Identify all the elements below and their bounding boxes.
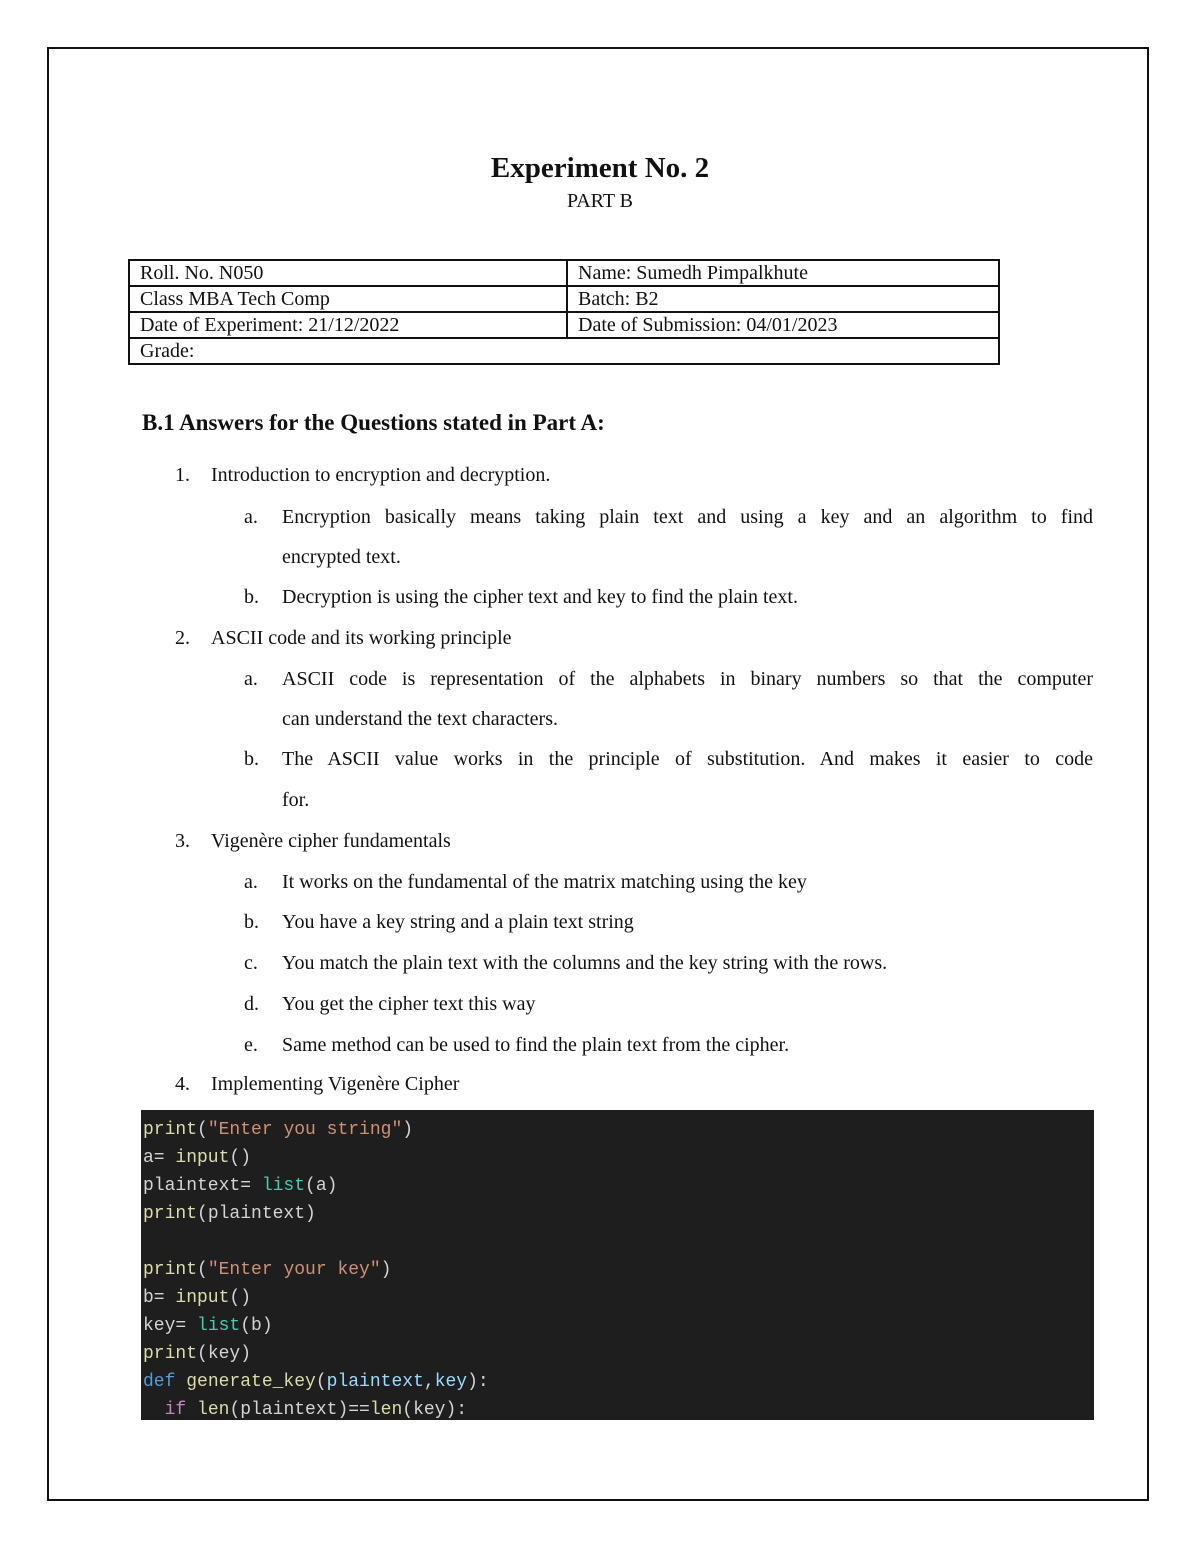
- table-row: [129, 260, 999, 286]
- date-of-experiment-cell: Date of Experiment: 21/12/2022: [129, 312, 567, 338]
- list-item-q1: Introduction to encryption and decryption.: [211, 464, 551, 486]
- sub-list-marker: a.: [244, 668, 258, 690]
- list-item-q2-a-line2: can understand the text characters.: [282, 708, 558, 730]
- code-line: [143, 1172, 1094, 1200]
- batch-cell: Batch: B2: [567, 286, 999, 312]
- name-cell: Name: Sumedh Pimpalkhute: [567, 260, 999, 286]
- code-line: [143, 1284, 1094, 1312]
- list-number: 3.: [175, 830, 190, 852]
- list-number: 1.: [175, 464, 190, 486]
- code-token: (key): [197, 1344, 252, 1364]
- code-line: [143, 1256, 1094, 1284]
- list-number: 2.: [175, 627, 190, 649]
- code-token: ): [402, 1120, 414, 1140]
- code-token: (): [229, 1288, 252, 1308]
- code-token: [175, 1372, 186, 1392]
- list-item-q3-a: It works on the fundamental of the matrix matching using the key: [282, 871, 807, 893]
- student-info-table: [128, 259, 1000, 365]
- grade-cell: Grade:: [129, 338, 999, 364]
- code-line: [143, 1312, 1094, 1340]
- code-token: list: [261, 1176, 306, 1196]
- code-token: (plaintext)==: [229, 1400, 370, 1420]
- code-token: print: [143, 1260, 198, 1280]
- code-line-blank: [143, 1228, 1094, 1256]
- code-token: def: [143, 1372, 176, 1392]
- code-token: (b): [240, 1316, 273, 1336]
- sub-list-marker: e.: [244, 1034, 258, 1056]
- code-token: print: [143, 1204, 198, 1224]
- list-item-q3-e: Same method can be used to find the plain text from the cipher.: [282, 1034, 790, 1056]
- list-item-q4: Implementing Vigenère Cipher: [211, 1073, 460, 1095]
- sub-list-marker: c.: [244, 952, 258, 974]
- code-token: "Enter you string": [207, 1120, 403, 1140]
- code-line: [143, 1116, 1094, 1144]
- page-subtitle: PART B: [566, 190, 634, 212]
- code-token: plaintext: [326, 1372, 424, 1392]
- page-title: Experiment No. 2: [490, 152, 710, 184]
- code-token: plaintext=: [143, 1176, 262, 1196]
- code-token: input: [175, 1148, 230, 1168]
- list-number: 4.: [175, 1073, 190, 1095]
- code-token: [143, 1400, 165, 1420]
- code-token: key=: [143, 1316, 198, 1336]
- code-line: [143, 1144, 1094, 1172]
- date-of-submission-cell: Date of Submission: 04/01/2023: [567, 312, 999, 338]
- list-item-q3-c: You match the plain text with the columns and the key string with the rows.: [282, 952, 888, 974]
- code-token: (: [315, 1372, 327, 1392]
- code-line: [143, 1368, 1094, 1396]
- code-line: [143, 1340, 1094, 1368]
- code-token: "Enter your key": [207, 1260, 381, 1280]
- list-item-q1-a-line2: encrypted text.: [282, 546, 401, 568]
- code-token: ,: [423, 1372, 435, 1392]
- code-token: b=: [143, 1288, 176, 1308]
- code-line: [143, 1200, 1094, 1228]
- sub-list-marker: b.: [244, 748, 259, 770]
- list-item-q3-b: You have a key string and a plain text string: [282, 911, 634, 933]
- code-token: print: [143, 1120, 198, 1140]
- list-item-q1-a-line1: Encryption basically means taking plain text and using a key and an algorithm to find: [282, 506, 1093, 528]
- list-item-q2-a-line1: ASCII code is representation of the alphabets in binary numbers so that the computer: [282, 668, 1093, 690]
- sub-list-marker: b.: [244, 586, 259, 608]
- code-token: len: [197, 1400, 230, 1420]
- code-block: [141, 1110, 1094, 1420]
- section-heading: B.1 Answers for the Questions stated in Part A:: [142, 410, 605, 435]
- code-token: ):: [467, 1372, 489, 1392]
- list-item-q2: ASCII code and its working principle: [211, 627, 512, 649]
- code-token: key: [434, 1372, 468, 1392]
- code-token: print: [143, 1344, 198, 1364]
- list-item-q3-d: You get the cipher text this way: [282, 993, 536, 1015]
- list-item-q3: Vigenère cipher fundamentals: [211, 830, 451, 852]
- sub-list-marker: a.: [244, 871, 258, 893]
- list-item-q2-b-line1: The ASCII value works in the principle of substitution. And makes it easier to code: [282, 748, 1093, 770]
- table-row: [129, 312, 999, 338]
- code-token: (key):: [402, 1400, 468, 1420]
- code-line: [143, 1396, 1094, 1424]
- table-row: [129, 338, 999, 364]
- roll-number-cell: Roll. No. N050: [129, 260, 567, 286]
- code-token: a=: [143, 1148, 176, 1168]
- code-token: ): [380, 1260, 392, 1280]
- code-token: generate_key: [186, 1372, 316, 1392]
- code-token: (: [197, 1120, 208, 1140]
- code-token: [186, 1400, 197, 1420]
- code-token: (): [229, 1148, 252, 1168]
- code-token: list: [197, 1316, 241, 1336]
- list-item-q2-b-line2: for.: [282, 789, 310, 811]
- code-token: input: [175, 1288, 230, 1308]
- class-cell: Class MBA Tech Comp: [129, 286, 567, 312]
- sub-list-marker: b.: [244, 911, 259, 933]
- sub-list-marker: a.: [244, 506, 258, 528]
- table-row: [129, 286, 999, 312]
- code-token: (a): [305, 1176, 338, 1196]
- code-token: len: [369, 1400, 403, 1420]
- sub-list-marker: d.: [244, 993, 259, 1015]
- list-item-q1-b: Decryption is using the cipher text and key to find the plain text.: [282, 586, 798, 608]
- code-token: (plaintext): [197, 1204, 316, 1224]
- code-token: if: [164, 1400, 187, 1420]
- code-token: (: [197, 1260, 208, 1280]
